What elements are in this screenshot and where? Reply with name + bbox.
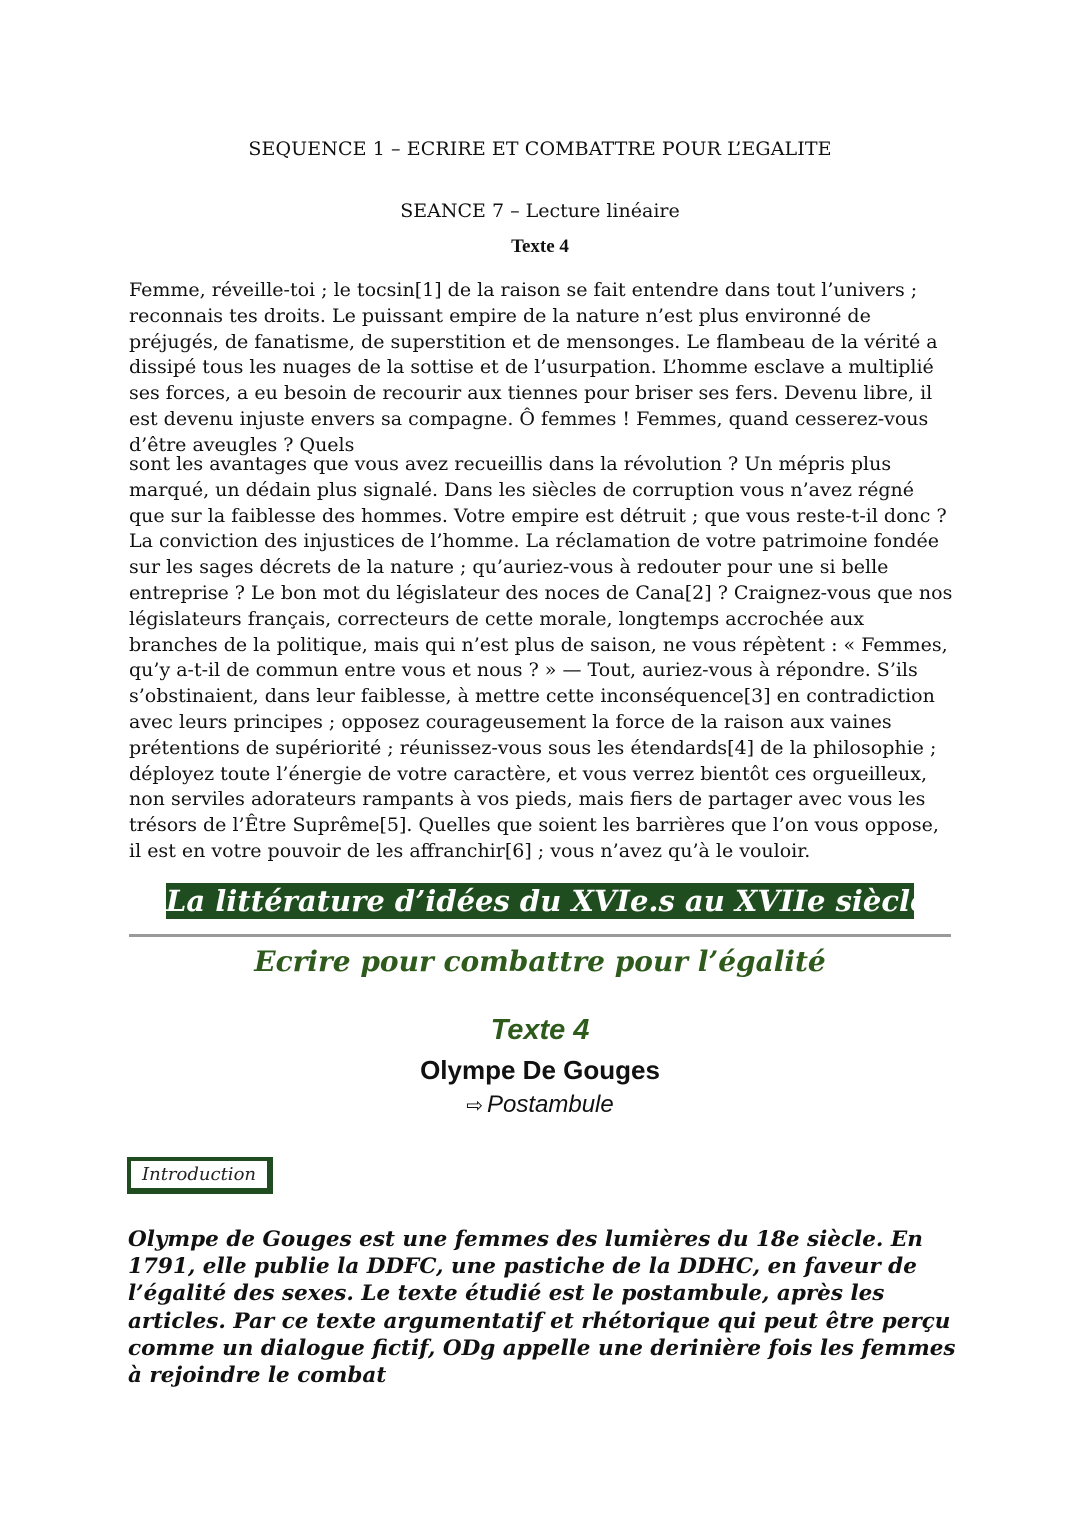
- texte-label: Texte 4: [511, 236, 569, 257]
- texte-heading: Texte 4: [490, 1014, 590, 1046]
- author-name: Olympe De Gouges: [420, 1055, 660, 1085]
- introduction-text: Olympe de Gouges est une femmes des lumières du 18e siècle. En 1791, elle publie la DDFC, une pastiche de la DDHC, en faveur de l’égalité des sexes. Le texte étudié est le postambule, après les articles. Par ce texte argumentatif et rhétorique qui peut être perçu comme un dialogue fictif, ODg appelle une derinière fois les femmes à rejoindre le combat: [128, 1227, 956, 1389]
- section-subtitle: Ecrire pour combattre pour l’égalité: [254, 945, 826, 978]
- arrow-right-icon: ⇨: [466, 1095, 483, 1117]
- part-label: [0, 1090, 1080, 1121]
- part-name: Postambule: [487, 1091, 614, 1118]
- sequence-title: SEQUENCE 1 – ECRIRE ET COMBATTRE POUR L’EGALITE: [248, 138, 832, 160]
- text-paragraph-1: Femme, réveille-toi ; le tocsin[1] de la raison se fait entendre dans tout l’univers ; reconnais tes droits. Le puissant empire de la nature n’est plus environné de préjugés, de fanatisme, de superstition et de mensonges. Le flambeau de la vérité a dissipé tous les nuages de la sottise et de l’usurpation. L’homme esclave a multiplié ses forces, a eu besoin de recourir aux tiennes pour briser ses fers. Devenu libre, il est devenu injuste envers sa compagne. Ô femmes ! Femmes, quand cesserez-vous d’être aveugles ? Quels: [129, 279, 938, 456]
- text-paragraph-2: sont les avantages que vous avez recueillis dans la révolution ? Un mépris plus marqué, un dédain plus signalé. Dans les siècles de corruption vous n’avez régné que sur la faiblesse des hommes. Votre empire est détruit ; que vous reste-t-il donc ? La conviction des injustices de l’homme. La réclamation de votre patrimoine fondée sur les sages décrets de la nature ; qu’auriez-vous à redouter pour une si belle entreprise ? Le bon mot du législateur des noces de Cana[2] ? Craignez-vous que nos législateurs français, correcteurs de cette morale, longtemps accrochée aux branches de la politique, mais qui n’est plus de saison, ne vous répètent : « Femmes, qu’y a-t-il de commun entre vous et nous ? » — Tout, auriez-vous à répondre. S’ils s’obstinaient, dans leur faiblesse, à mettre cette inconséquence[3] en contradiction avec leurs principes ; opposez courageusement la force de la raison aux vaines prétentions de supériorité ; réunissez-vous sous les étendards[4] de la philosophie ; déployez toute l’énergie de votre caractère, et vous verrez bientôt ces orgueilleux, non serviles adorateurs rampants à vos pieds, mais fiers de partager avec vous les trésors de l’Être Suprême[5]. Quelles que soient les barrières que l’on vous oppose, il est en votre pouvoir de les affranchir[6] ; vous n’avez qu’à le vouloir.: [129, 453, 953, 862]
- section-banner: La littérature d’idées du XVIe.s au XVIIe siècle: [166, 884, 929, 918]
- seance-title: SEANCE 7 – Lecture linéaire: [400, 200, 680, 222]
- divider: [129, 934, 951, 937]
- introduction-label-box: Introduction: [127, 1157, 273, 1194]
